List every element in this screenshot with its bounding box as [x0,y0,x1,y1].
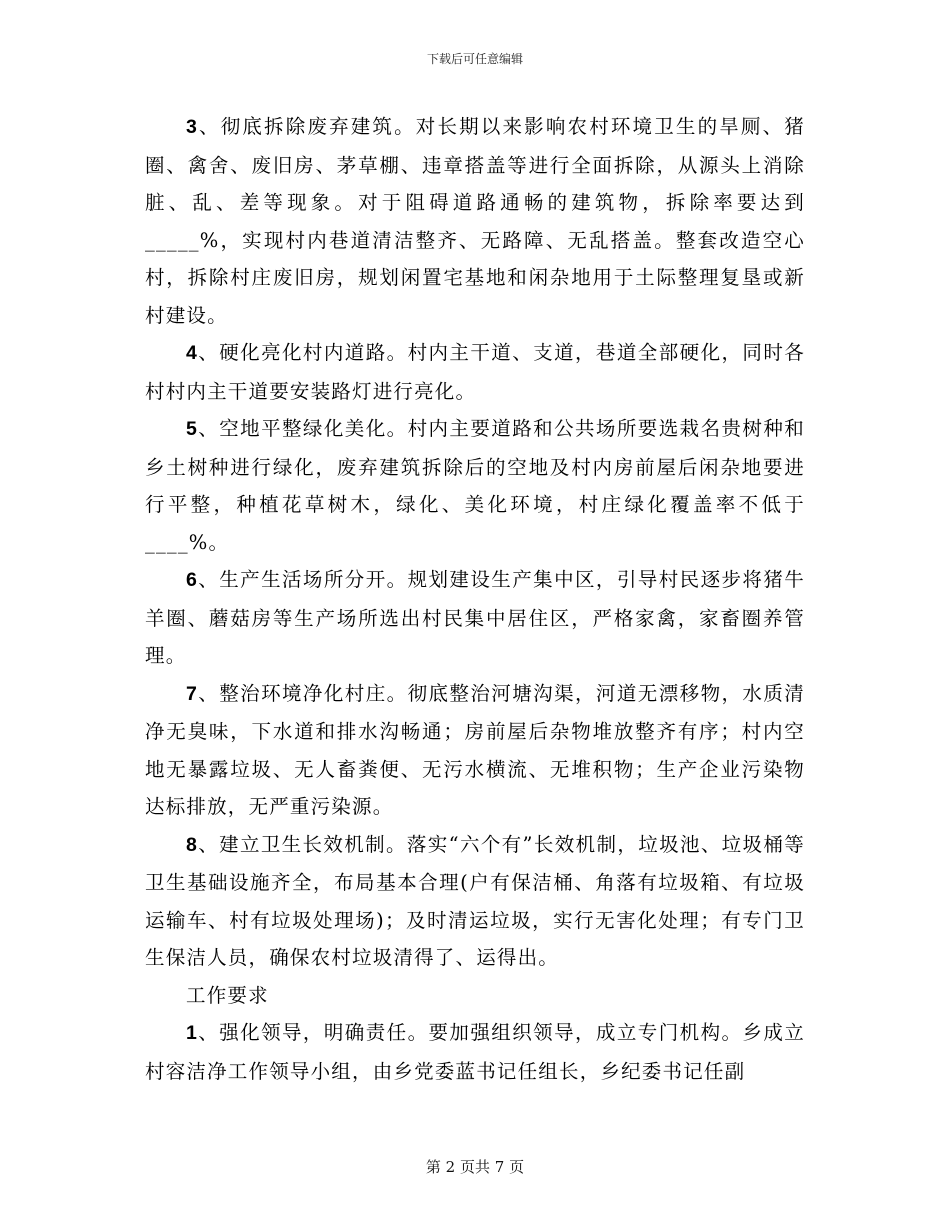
paragraph-text: 、整治环境净化村庄。彻底整治河塘沟渠，河道无漂移物，水质清净无臭味，下水道和排水沟畅通；房前屋后杂物堆放整齐有序；村内空地无暴露垃圾、无人畜粪便、无污水横流、无堆积物；生产企业污染物达标排放，无严重污染源。 [145,681,805,818]
paragraph-text: 、彻底拆除废弃建筑。对长期以来影响农村环境卫生的旱厕、猪圈、禽舍、废旧房、茅草棚、违章搭盖等进行全面拆除，从源头上消除脏、乱、差等现象。对于阻碍道路通畅的建筑物，拆除率要达到_____%，实现村内巷道清洁整齐、无路障、无乱搭盖。整套改造空心村，拆除村庄废旧房，规划闲置宅基地和闲杂地用于土际整理复垦或新村建设。 [145,115,805,327]
paragraph-text: 、硬化亮化村内道路。村内主干道、支道，巷道全部硬化，同时各村村内主干道要安装路灯进行亮化。 [145,341,805,403]
paragraph-item-5 [145,410,805,561]
item-number: 6 [186,569,199,591]
item-number: 7 [186,682,199,705]
paragraph-text: 、空地平整绿化美化。村内主要道路和公共场所要选栽名贵树种和乡土树种进行绿化，废弃建筑拆除后的空地及村内房前屋后闲杂地要进行平整，种植花草树木，绿化、美化环境，村庄绿化覆盖率不低于____%。 [145,417,805,554]
item-number: 8 [186,833,199,856]
paragraph-item-8 [145,826,805,977]
paragraph-item-3 [145,108,805,334]
item-number: 5 [186,418,199,440]
item-number: 1 [186,1022,199,1044]
paragraph-item-7 [145,675,805,826]
paragraph-text: 、强化领导，明确责任。要加强组织领导，成立专门机构。乡成立村容洁净工作领导小组，由乡党委蓝书记任组长，乡纪委书记任副 [145,1021,805,1083]
document-body [145,108,805,1090]
paragraph-text: 、生产生活场所分开。规划建设生产集中区，引导村民逐步将猪牛羊圈、蘑菇房等生产场所选出村民集中居住区，严格家禽，家畜圈养管理。 [145,568,805,667]
paragraph-item-6 [145,561,805,675]
page-number-footer: 第 2 页共 7 页 [425,1158,525,1176]
paragraph-requirement-1 [145,1014,805,1090]
item-number: 4 [186,342,199,364]
item-number: 3 [186,116,199,138]
section-heading: 工作要求 [186,983,269,1007]
paragraph-item-4 [145,334,805,410]
paragraph-text: 、建立卫生长效机制。落实“六个有”长效机制，垃圾池、垃圾桶等卫生基础设施齐全，布局基本合理(户有保洁桶、角落有垃圾箱、有垃圾运输车、村有垃圾处理场)；及时清运垃圾，实行无害化处理；有专门卫生保洁人员，确保农村垃圾清得了、运得出。 [145,832,805,969]
page-header-note: 下载后可任意编辑 [426,52,523,66]
